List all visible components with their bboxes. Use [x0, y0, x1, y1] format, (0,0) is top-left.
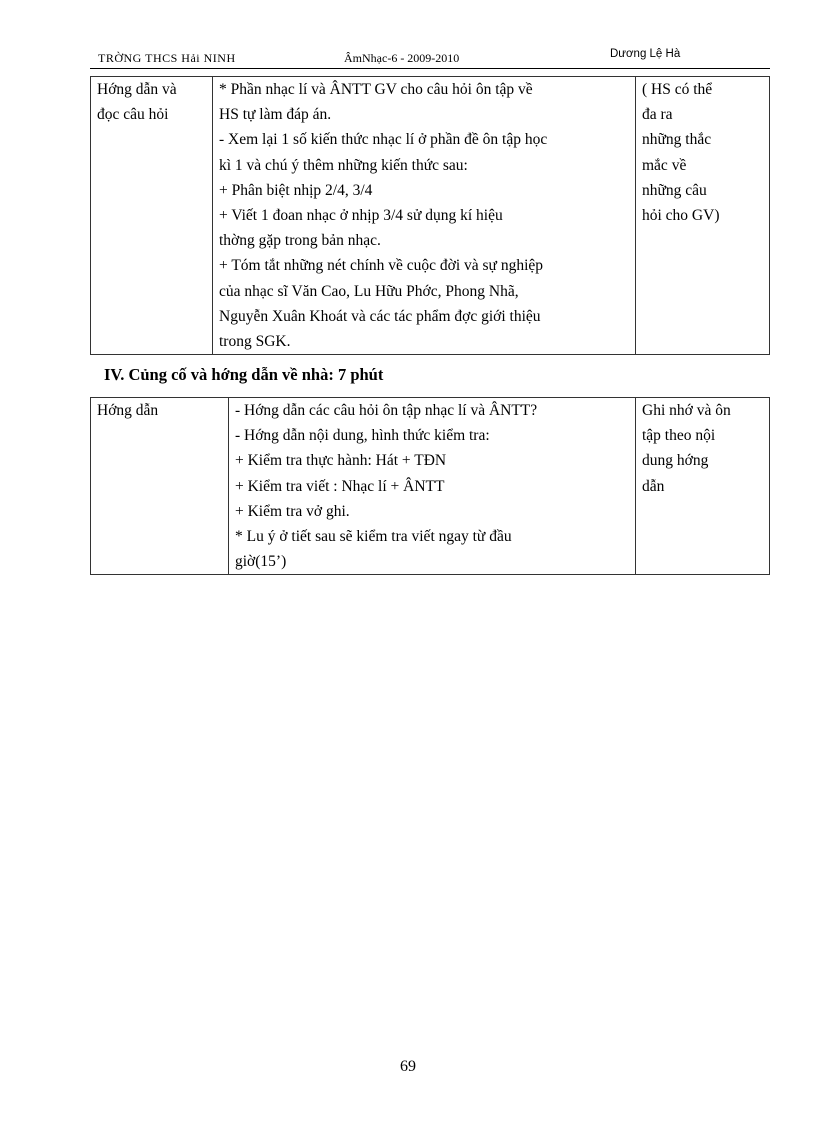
text-line: tập theo nội: [642, 427, 716, 445]
lesson-table-1: [90, 76, 770, 355]
text-line: * Phần nhạc lí và ÂNTT GV cho câu hỏi ôn tập về: [219, 81, 533, 98]
activity-cell: [91, 77, 213, 355]
text-line: hỏi cho GV): [642, 207, 720, 225]
subject-year: ÂmNhạc-6 - 2009-2010: [344, 51, 460, 65]
text-line: - Hớng dẫn nội dung, hình thức kiểm tra:: [235, 427, 490, 445]
text-line: Nguyễn Xuân Khoát và các tác phẩm đợc giới thiệu: [219, 307, 541, 325]
text-line: mắc về: [642, 156, 687, 174]
text-line: trong SGK.: [219, 333, 291, 351]
text-line: đa ra: [642, 106, 673, 124]
text-line: kì 1 và chú ý thêm những kiến thức sau:: [219, 156, 468, 174]
section-title: IV. Củng cố và hớng dẫn về nhà: 7 phút: [104, 365, 384, 384]
text-line: + Phân biệt nhịp 2/4, 3/4: [219, 181, 373, 199]
text-line: dẫn: [642, 477, 665, 495]
header-rule: [90, 68, 770, 69]
table-row: [91, 398, 770, 575]
text-line: Hớng dẫn và: [97, 81, 177, 98]
text-line: + Viết 1 đoan nhạc ở nhịp 3/4 sử dụng kí hiệu: [219, 207, 503, 225]
text-line: - Hớng dẫn các câu hỏi ôn tập nhạc lí và ÂNTT?: [235, 402, 538, 419]
page-number: 69: [400, 1058, 416, 1075]
text-line: những thắc: [642, 131, 712, 149]
text-line: ( HS có thể: [642, 81, 713, 98]
text-line: + Kiểm tra vở ghi.: [235, 502, 350, 520]
content-cell: [213, 77, 636, 355]
text-line: - Xem lại 1 số kiến thức nhạc lí ở phần đề ôn tập học: [219, 131, 548, 149]
text-line: + Tóm tắt những nét chính về cuộc đời và sự nghiệp: [219, 257, 544, 275]
text-line: giờ(15’): [235, 553, 287, 571]
text-line: thờng gặp trong bản nhạc.: [219, 232, 381, 250]
text-line: đọc câu hỏi: [97, 106, 169, 124]
text-line: * Lu ý ở tiết sau sẽ kiểm tra viết ngay từ đầu: [235, 528, 512, 546]
text-line: + Kiểm tra viết : Nhạc lí + ÂNTT: [235, 477, 445, 495]
activity-cell: [91, 398, 229, 575]
student-cell: [636, 77, 770, 355]
text-line: dung hớng: [642, 452, 709, 470]
page-header: [98, 48, 738, 68]
lesson-table-2: [90, 397, 770, 575]
text-line: HS tự làm đáp án.: [219, 106, 332, 124]
text-line: của nhạc sĩ Văn Cao, Lu Hữu Phớc, Phong Nhã,: [219, 282, 519, 300]
teacher-name: Dương Lệ Hà: [610, 48, 681, 60]
text-line: + Kiểm tra thực hành: Hát + TĐN: [235, 452, 447, 470]
text-line: Hớng dẫn: [97, 402, 159, 419]
table-row: [91, 77, 770, 355]
text-line: những câu: [642, 181, 707, 199]
school-name: TRỜNG THCS Hải NINH: [98, 51, 236, 65]
content-cell: [229, 398, 636, 575]
text-line: Ghi nhớ và ôn: [642, 402, 731, 419]
student-cell: [636, 398, 770, 575]
